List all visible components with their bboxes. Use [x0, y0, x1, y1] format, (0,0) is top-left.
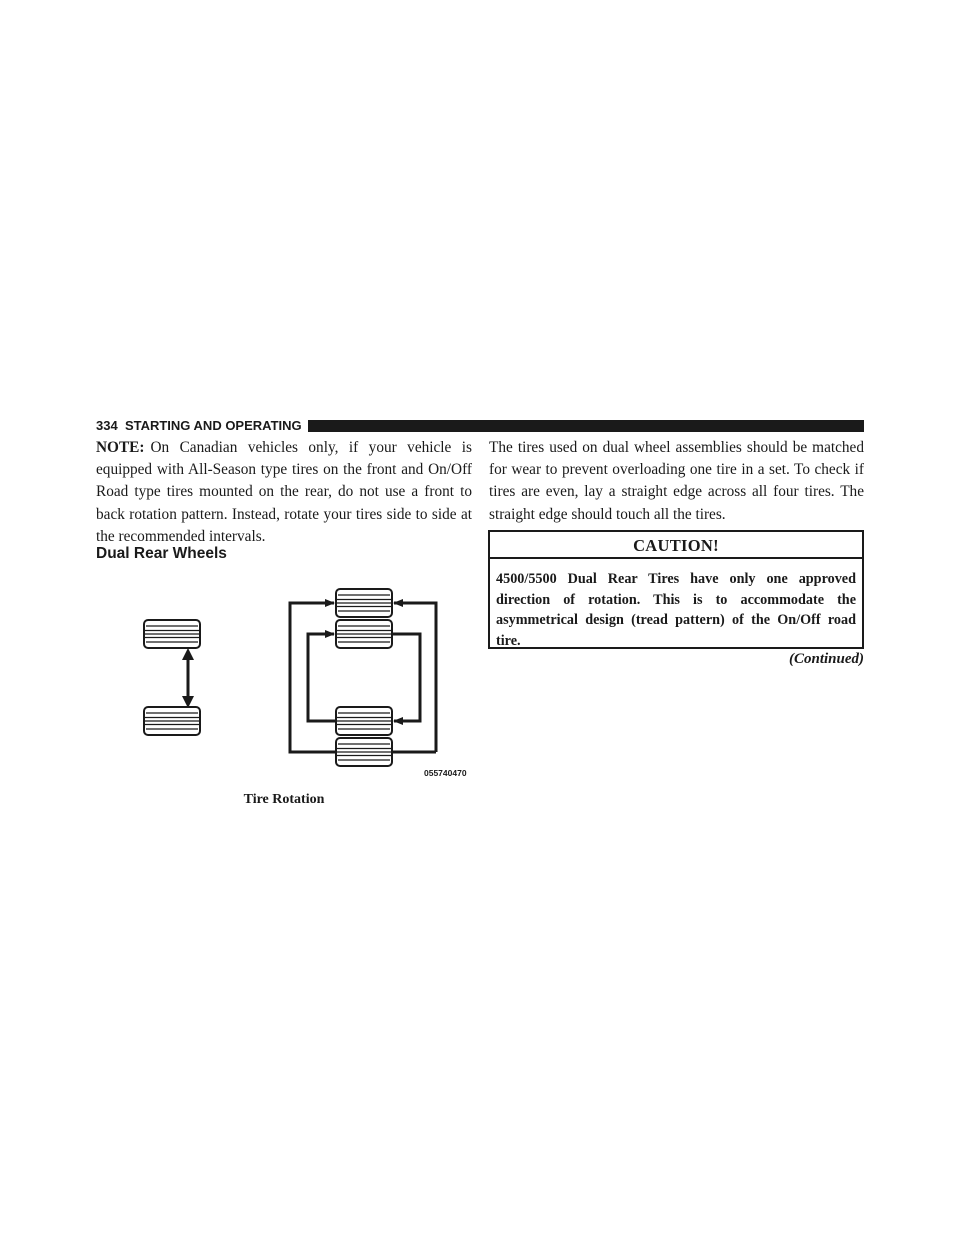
outer-right-rotation-arrow	[394, 603, 436, 752]
left-column	[96, 437, 472, 548]
outer-left-rotation-arrow	[290, 603, 336, 752]
right-column	[489, 437, 864, 526]
rear-tire-icon	[144, 707, 200, 735]
inner-left-rotation-arrow	[308, 634, 336, 721]
note-paragraph	[96, 437, 472, 548]
page-header	[96, 418, 864, 434]
note-text: On Canadian vehicles only, if your vehicle is equipped with All-Season type tires on the front and On/Off Road type tires mounted on the rear, do not use a front to back rotation pattern. Instead, rotate your tires side to side at the recommended intervals.	[96, 439, 472, 545]
tire-rotation-diagram	[96, 580, 476, 780]
inner-right-rotation-arrow	[392, 634, 420, 721]
header-text	[96, 418, 302, 434]
figure-code: 055740470	[424, 768, 467, 778]
figure-caption: Tire Rotation	[243, 792, 325, 807]
section-title: STARTING AND OPERATING	[124, 418, 302, 433]
note-label: NOTE:	[96, 439, 145, 456]
page-number: 334	[96, 418, 118, 433]
caution-title: CAUTION!	[490, 532, 862, 559]
swap-arrow-up-icon	[182, 648, 194, 660]
header-rule	[308, 420, 864, 432]
outer-rear-tire-icon	[336, 738, 392, 766]
inner-front-tire-icon	[336, 620, 392, 648]
dual-wheel-paragraph: The tires used on dual wheel assemblies should be matched for wear to prevent overloading one tire in a set. To check if tires are even, lay a straight edge across all four tires. The straight edge should touch all the tires.	[489, 439, 864, 523]
front-tire-icon	[144, 620, 200, 648]
continued-label: (Continued)	[788, 651, 864, 667]
caution-text: 4500/5500 Dual Rear Tires have only one approved direction of rotation. This is to accommodate the asymmetrical design (tread pattern) of the On/Off road tire.	[496, 571, 856, 649]
section-heading: Dual Rear Wheels	[96, 545, 227, 562]
inner-rear-tire-icon	[336, 707, 392, 735]
caution-box	[488, 530, 864, 649]
outer-front-tire-icon	[336, 589, 392, 617]
